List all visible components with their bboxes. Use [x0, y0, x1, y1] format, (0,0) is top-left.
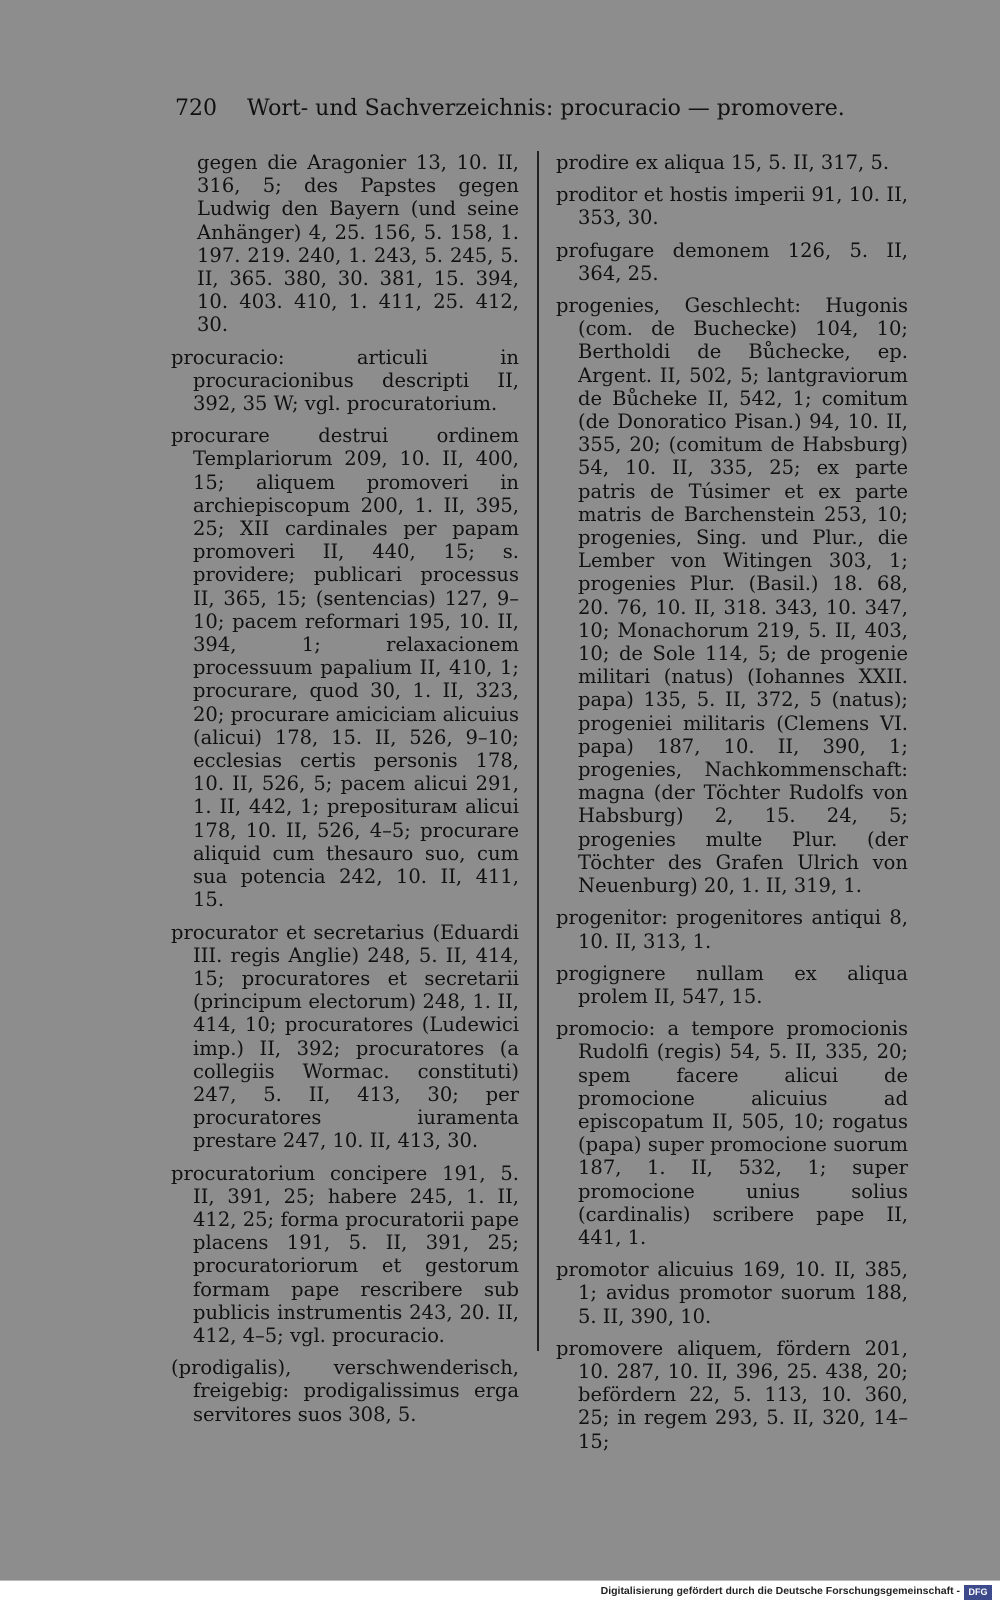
index-entry: profugare demonem 126, 5. II, 364, 25. — [556, 238, 908, 285]
index-entry: gegen die Aragonier 13, 10. II, 316, 5; des Papstes gegen Ludwig den Bayern (und seine Anhänger) 4, 25. 156, 5. 158, 1. 197. 219. 240, 1. 243, 5. 245, 5. II, 365. 380, 30. 381, 15. 394, 10. 403. 410, 1. 411, 25. 412, 30. — [197, 151, 519, 337]
footer-bar — [0, 1580, 1000, 1605]
right-column — [556, 151, 908, 1462]
index-entry: procurare destrui ordinem Templariorum 209, 10. II, 400, 15; aliquem promoveri in archiepiscopum 200, 1. II, 395, 25; XII cardinales per papam promoveri II, 440, 15; s. providere; publicari processus II, 365, 15; (sentencias) 127, 9–10; pacem reformari 195, 10. II, 394, 1; relaxacionem processuum papalium II, 410, 1; procurare, quod 30, 1. II, 323, 20; procurare amiciciam alicuius (alicui) 178, 15. II, 526, 9–10; ecclesias certis personis 178, 10. II, 526, 5; pacem alicui 291, 1. II, 442, 1; prepositurам alicui 178, 10. II, 526, 4–5; procurare aliquid cum thesauro suo, cum sua potencia 242, 10. II, 411, 15. — [171, 424, 519, 912]
index-entry: procuracio: articuli in procuracionibus descripti II, 392, 35 W; vgl. procuratorium. — [171, 345, 519, 416]
index-entry: progenitor: progenitores antiqui 8, 10. II, 313, 1. — [556, 906, 908, 953]
index-entry: promovere aliquem, fördern 201, 10. 287, 10. II, 396, 25. 438, 20; befördern 22, 5. 113, 10. 360, 25; in regem 293, 5. II, 320, 14–15; — [556, 1336, 908, 1453]
page-title: Wort- und Sachverzeichnis: procuracio — promovere. — [247, 96, 845, 121]
index-entry: progenies, Geschlecht: Hugonis (com. de Buchecke) 104, 10; Bertholdi de Bůchecke, ep. Argent. II, 502, 5; lantgraviorum de Bůcheke II, 542, 1; comitum (de Donoratico Pisan.) 94, 10. II, 355, 20; (comitum de Habsburg) 54, 10. II, 335, 25; ex parte patris de Túsimer et ex parte matris de Barchenstein 253, 10; progenies, Sing. und Plur., die Lember von Witingen 303, 1; progenies Plur. (Basil.) 18. 68, 20. 76, 10. II, 318. 343, 10. 347, 10; Monachorum 219, 5. II, 403, 10; de Sole 114, 5; de progenie militari (natus) (Iohannes XXII. papa) 135, 5. II, 372, 5 (natus); progeniei militaris (Clemens VI. papa) 187, 10. II, 390, 1; progenies, Nachkommenschaft: magna (der Töchter Rudolfs von Habsburg) 2, 15. 24, 5; progenies multe Plur. (der Töchter des Grafen Ulrich von Neuenburg) 20, 1. II, 319, 1. — [556, 294, 908, 898]
page-number: 720 — [175, 96, 217, 121]
index-entry: prodire ex aliqua 15, 5. II, 317, 5. — [556, 151, 890, 174]
page-header — [175, 96, 845, 121]
index-entry: procuratorium concipere 191, 5. II, 391, 25; habere 245, 1. II, 412, 25; forma procuratorii pape placens 191, 5. II, 391, 25; procuratoriorum et gestorum formam pape rescribere sub publicis instrumentis 243, 20. II, 412, 4–5; vgl. procuracio. — [171, 1161, 519, 1347]
index-entry: (prodigalis), verschwenderisch, freigebig: prodigalissimus erga servitores suos 308, 5. — [171, 1356, 519, 1426]
index-entry: procurator et secretarius (Eduardi III. regis Anglie) 248, 5. II, 414, 15; procuratores et secretarii (principum electorum) 248, 1. II, 414, 10; procuratores (Ludewici imp.) II, 392; procuratores (a collegiis Wormac. constituti) 247, 5. II, 413, 30; per procuratores iuramenta prestare 247, 10. II, 413, 30. — [171, 920, 519, 1153]
footer-credit: Digitalisierung gefördert durch die Deutsche Forschungsgemeinschaft - — [600, 1585, 960, 1597]
index-entry: progignere nullam ex aliqua prolem II, 547, 15. — [556, 961, 908, 1008]
index-entry: promotor alicuius 169, 10. II, 385, 1; avidus promotor suorum 188, 5. II, 390, 10. — [556, 1258, 908, 1328]
index-entry: proditor et hostis imperii 91, 10. II, 353, 30. — [556, 183, 908, 230]
dfg-logo: DFG — [964, 1585, 992, 1600]
index-entry: promocio: a tempore promocionis Rudolfi (regis) 54, 5. II, 335, 20; spem facere alicui de promocione alicuius ad episcopatum II, 505, 10; rogatus (papa) super promocione suorum 187, 1. II, 532, 1; super promocione unius solius (cardinalis) scribere pape II, 441, 1. — [556, 1017, 908, 1249]
left-column — [171, 151, 519, 1435]
column-divider — [537, 151, 539, 1351]
